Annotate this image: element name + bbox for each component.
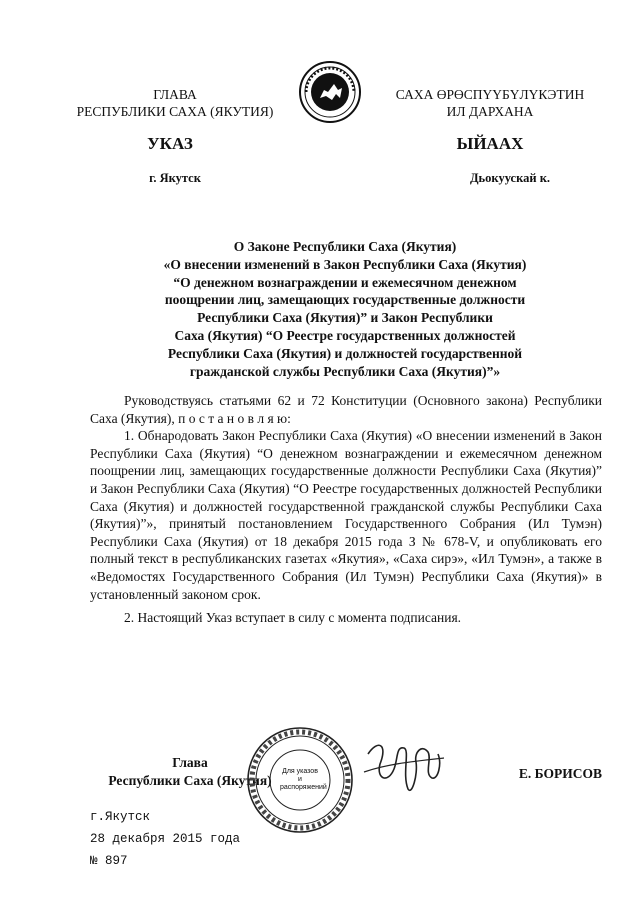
city-right: Дьокуускай к. xyxy=(469,171,551,185)
left-header-line2: РЕСПУБЛИКИ САХА (ЯКУТИЯ) xyxy=(76,104,274,119)
handwritten-signature xyxy=(358,734,448,804)
left-header-line1: ГЛАВА xyxy=(153,87,197,102)
item-1-paragraph: 1. Обнародовать Закон Республики Саха (Якутия) «О внесении изменений в Закон Республики Саха (Якутия) “О денежном вознаграждении и ежемесячном денежном поощрении лиц, замещающих государственные должности Республики Саха (Якутия)” и Закон Республики Саха (Якутия) “О Реестре государственных должностей Республики Саха (Якутия) и должностей государственной гражданской службы Республики Саха (Якутия)”», принятый постановлением Государственного Собрания (Ил Тумэн) Республики Саха (Якутия) от 18 декабря 2015 года З № 678-V, и опубликовать его полный текст в республиканских газетах «Якутия», «Саха сирэ», «Ил Тумэн», а также в «Ведомостях Государственного Собрания (Ил Тумэн) Республики Саха (Якутия)» в установленный законом срок. xyxy=(90,428,602,602)
doc-type-left: УКАЗ xyxy=(147,134,193,153)
right-header-line2: ИЛ ДАРХАНА xyxy=(446,104,534,119)
left-header xyxy=(70,86,280,120)
right-header xyxy=(370,86,610,120)
document-title xyxy=(80,238,610,380)
emblem-icon xyxy=(298,60,362,124)
footer-city: г.Якутск xyxy=(90,810,151,824)
signature-position-line2: Республики Саха (Якутия) xyxy=(108,773,272,788)
official-stamp xyxy=(244,724,356,836)
preamble-paragraph: Руководствуясь статьями 62 и 72 Конституции (Основного закона) Республики Саха (Якутия), п о с т а н о в л я ю: xyxy=(90,393,602,426)
title-line: Республики Саха (Якутия)” и Закон Республики xyxy=(197,310,493,326)
footer-date: 28 декабря 2015 года xyxy=(90,832,241,846)
city-left: г. Якутск xyxy=(149,171,201,185)
title-line: гражданской службы Республики Саха (Якутия)”» xyxy=(189,363,501,379)
title-line: «О внесении изменений в Закон Республики Саха (Якутия) xyxy=(163,256,527,272)
document-body xyxy=(90,392,602,627)
footer xyxy=(90,806,240,872)
footer-number: № 897 xyxy=(90,854,128,868)
title-line: поощрении лиц, замещающих государственные должности xyxy=(164,292,526,308)
title-line: “О денежном вознаграждении и ежемесячном денежном xyxy=(173,274,517,290)
stamp-center-text: Для указов и распоряжений xyxy=(280,768,327,791)
title-line: Саха (Якутия) “О Реестре государственных должностей xyxy=(174,327,516,343)
signature-position-line1: Глава xyxy=(172,755,208,770)
title-line: О Законе Республики Саха (Якутия) xyxy=(233,239,457,254)
signatory-name: Е. БОРИСОВ xyxy=(518,766,602,781)
title-line: Республики Саха (Якутия) и должностей государственной xyxy=(167,345,523,361)
right-header-line1: САХА ӨРӨСПҮҮБҮЛҮКЭТИН xyxy=(395,87,585,102)
item-2-paragraph: 2. Настоящий Указ вступает в силу с момента подписания. xyxy=(124,610,462,626)
doc-type-right: ЫЙААХ xyxy=(456,134,524,153)
